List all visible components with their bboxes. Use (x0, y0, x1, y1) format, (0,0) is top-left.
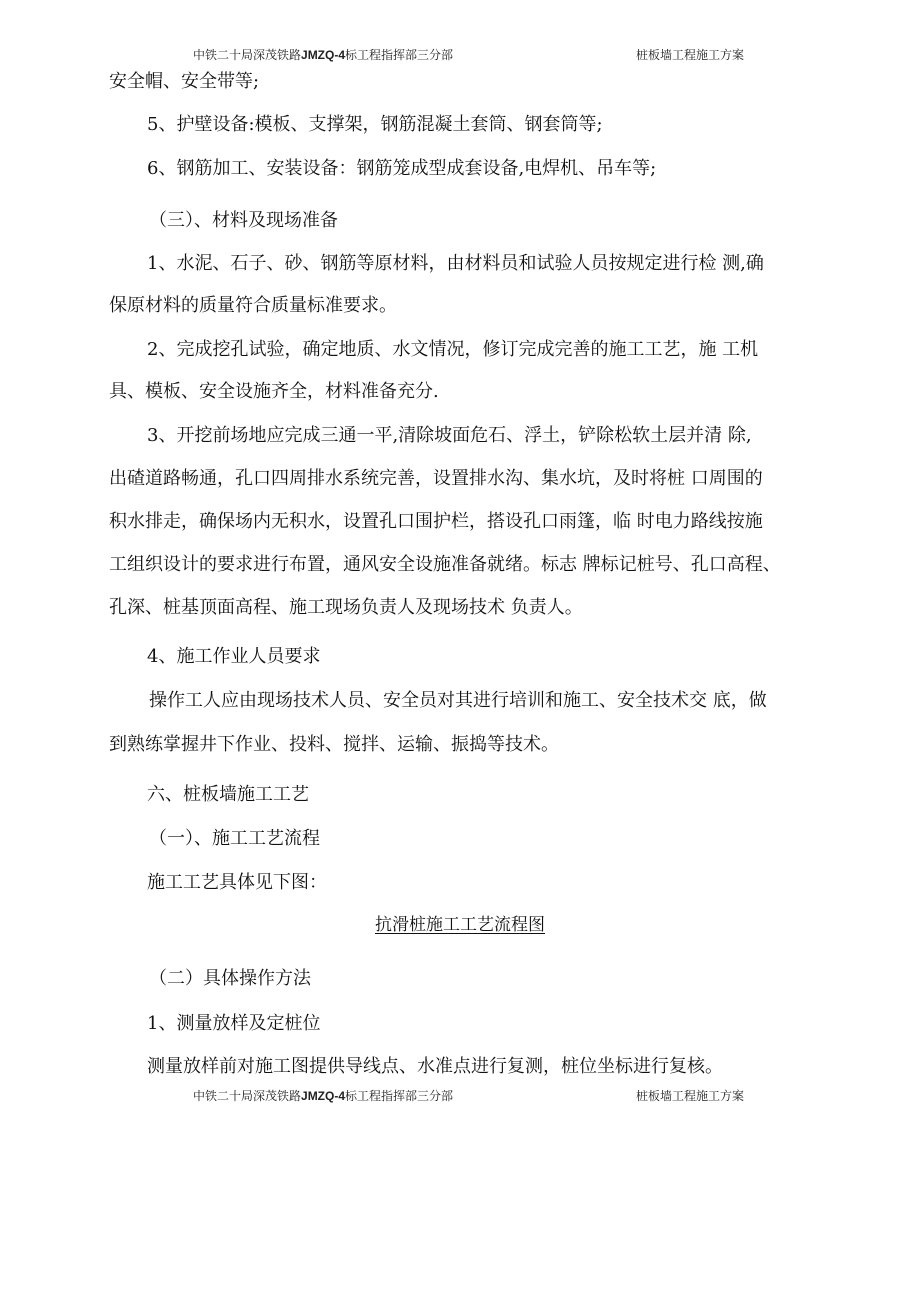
paragraph-line: 积水排走，确保场内无积水，设置孔口围护栏，搭设孔口雨篷，临 时电力路线按施 (109, 511, 763, 532)
page-header (0, 46, 920, 66)
paragraph-line: 施工工艺具体见下图： (147, 872, 327, 893)
section-heading-methods: （二）具体操作方法 (149, 968, 311, 989)
paragraph-line: 到熟练掌握井下作业、投料、搅拌、运输、振捣等技术。 (109, 734, 559, 755)
paragraph-line: 安全帽、安全带等; (109, 71, 260, 92)
footer-left: 中铁二十局深茂铁路JMZQ-4标工程指挥部三分部 (193, 1089, 454, 1103)
header-right: 桩板墙工程施工方案 (636, 48, 745, 62)
section-heading-process: （一）、施工工艺流程 (149, 828, 320, 849)
paragraph-line: 操作工人应由现场技术人员、安全员对其进行培训和施工、安全技术交 底，做 (149, 690, 767, 711)
figure-caption: 抗滑桩施工工艺流程图 (375, 915, 545, 935)
paragraph-line: 3、开挖前场地应完成三通一平,清除坡面危石、浮土，铲除松软土层并清 除, (147, 425, 752, 446)
paragraph-line: 具、模板、安全设施齐全，材料准备充分. (109, 381, 439, 402)
equipment-item-6: 6、钢筋加工、安装设备：钢筋笼成型成套设备,电焊机、吊车等; (147, 158, 657, 179)
paragraph-line: 1、水泥、石子、砂、钢筋等原材料，由材料员和试验人员按规定进行检 测,确 (147, 253, 764, 274)
equipment-item-5: 5、护壁设备:模板、支撑架，钢筋混凝土套筒、钢套筒等; (147, 114, 603, 135)
paragraph-line: 测量放样前对施工图提供导线点、水准点进行复测，桩位坐标进行复核。 (147, 1056, 723, 1077)
paragraph-line: 保原材料的质量符合质量标准要求。 (109, 295, 397, 316)
page-footer (0, 1087, 920, 1107)
footer-right: 桩板墙工程施工方案 (636, 1089, 745, 1103)
header-left: 中铁二十局深茂铁路JMZQ-4标工程指挥部三分部 (193, 48, 454, 62)
subsection-heading-personnel: 4、施工作业人员要求 (147, 646, 321, 667)
section-heading-materials: （三）、材料及现场准备 (149, 210, 338, 231)
chapter-heading: 六、桩板墙施工工艺 (147, 784, 309, 805)
paragraph-line: 2、完成挖孔试验，确定地质、水文情况，修订完成完善的施工工艺，施 工机 (147, 339, 759, 360)
paragraph-line: 孔深、桩基顶面高程、施工现场负责人及现场技术 负责人。 (109, 597, 583, 618)
subsection-heading-survey: 1、测量放样及定桩位 (147, 1013, 321, 1034)
paragraph-line: 出碴道路畅通，孔口四周排水系统完善，设置排水沟、集水坑，及时将桩 口周围的 (109, 468, 763, 489)
paragraph-line: 工组织设计的要求进行布置，通风安全设施准备就绪。标志 牌标记桩号、孔口高程、 (109, 554, 781, 575)
